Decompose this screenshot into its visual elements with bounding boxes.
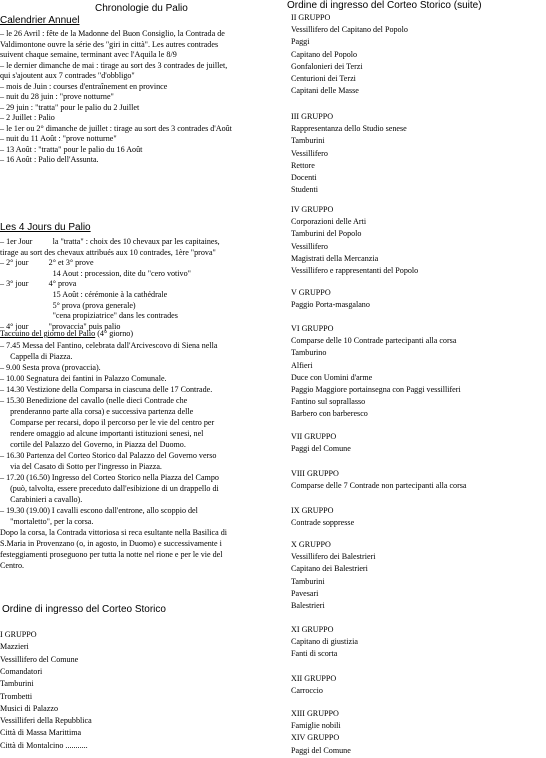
ordine-line: Città di Massa Marittima xyxy=(0,728,82,738)
calendrier-line: – 2 Juillet : Palio xyxy=(0,113,55,122)
taccuino-line: – 19.30 (19.00) I cavalli escono dall'entrone, allo scoppio del xyxy=(0,506,198,515)
gruppo-line: Vessillifero xyxy=(291,148,328,158)
calendrier-line: Valdimontone ouvre la série des "giri in città". Les autres contrades xyxy=(0,39,219,49)
quatre-jours-line: – 2° jour 2° et 3° prove xyxy=(0,258,94,268)
taccuino-line: festeggiamenti proseguono per tutta la notte nel rione e per le vie del xyxy=(0,550,223,559)
taccuino-heading xyxy=(0,329,133,339)
gruppo-title: XII GRUPPO xyxy=(291,674,337,683)
gruppo-line: Tamburini del Popolo xyxy=(291,229,362,239)
calendrier-line: – 29 juin : "tratta" pour le palio du 2 Juillet xyxy=(0,102,140,112)
gruppo-line: Duce con Uomini d'arme xyxy=(291,372,373,382)
gruppo-line: Corporazioni delle Arti xyxy=(291,217,367,227)
taccuino-line: via del Casato di Sotto per l'ingresso in Piazza. xyxy=(0,462,162,471)
gruppo-line: Balestrieri xyxy=(291,601,325,610)
ordine-line: Città di Montalcino ........... xyxy=(0,740,88,750)
ordine-line: Comandatori xyxy=(0,666,43,676)
ordine-line: Trombetti xyxy=(0,691,33,701)
gruppo-line: Famiglie nobili xyxy=(291,721,341,731)
quatre-jours-heading: Les 4 Jours du Palio xyxy=(0,222,91,233)
gruppo-title: XIII GRUPPO xyxy=(291,709,339,718)
gruppo-title: VII GRUPPO xyxy=(291,432,337,441)
ordine-line: Vessillifero del Comune xyxy=(0,654,79,664)
gruppo-line: Rappresentanza dello Studio senese xyxy=(291,124,407,134)
ordine-line: Musici di Palazzo xyxy=(0,703,58,713)
calendrier-line: – nuit du 28 juin : "prove notturne" xyxy=(0,92,114,101)
calendrier-line: – 13 Août : "tratta" pour le palio du 16 Août xyxy=(0,144,143,154)
calendrier-line: – 16 Août : Palio dell'Assunta. xyxy=(0,155,99,164)
gruppo-title: VIII GRUPPO xyxy=(291,469,339,478)
calendrier-line: – le dernier dimanche de mai : tirage au sort des 3 contrades de juillet, xyxy=(0,60,228,70)
gruppo-line: Studenti xyxy=(291,185,318,195)
gruppo-title: VI GRUPPO xyxy=(291,324,334,333)
quatre-jours-line: – 4° jour "provaccia" puis palio xyxy=(0,321,121,331)
gruppo-line: Carroccio xyxy=(291,686,323,696)
calendrier-line: suivent chaque semaine, terminant avec l'Aquila le 8/9 xyxy=(0,50,177,59)
gruppo-line: Tamburino xyxy=(291,348,327,358)
gruppo-line: Paggi del Comune xyxy=(291,745,351,755)
taccuino-line: Centro. xyxy=(0,561,25,570)
ordine-line: Mazzieri xyxy=(0,642,29,652)
taccuino-line: – 16.30 Partenza del Corteo Storico dal Palazzo del Governo verso xyxy=(0,451,217,460)
gruppo-title: IX GRUPPO xyxy=(291,506,334,515)
gruppo-line: Capitano di giustizia xyxy=(291,637,358,647)
ordine-line: I GRUPPO xyxy=(0,630,37,639)
ordine-line: Vessilliferi della Repubblica xyxy=(0,716,92,726)
gruppo-line: Gonfalonieri dei Terzi xyxy=(291,61,363,71)
calendrier-line: – le 1er ou 2° dimanche de juillet : tirage au sort des 3 contrades d'Août xyxy=(0,123,232,133)
gruppo-line: Capitano del Popolo xyxy=(291,49,358,59)
gruppo-title: X GRUPPO xyxy=(291,540,331,549)
suite-heading: Ordine di ingresso del Corteo Storico (suite) xyxy=(287,0,482,11)
calendrier-line: – mois de Juin : courses d'entraînement en province xyxy=(0,81,168,91)
gruppo-line: Capitano dei Balestrieri xyxy=(291,564,368,574)
gruppo-line: Tamburini xyxy=(291,576,325,586)
quatre-jours-line: – 3° jour 4° prova xyxy=(0,279,77,289)
quatre-jours-line: "cena propiziatrice" dans les contrades xyxy=(0,311,178,321)
gruppo-line: Paggio Porta-masgalano xyxy=(291,300,370,310)
gruppo-line: Alfieri xyxy=(291,360,313,370)
taccuino-line: S.Maria in Provenzano (o, in agosto, in Duomo) e successivamente i xyxy=(0,539,222,548)
gruppo-line: Contrade soppresse xyxy=(291,518,355,528)
calendrier-line: qui s'ajoutent aux 7 contrades "d'obbligo" xyxy=(0,71,135,80)
taccuino-line: Dopo la corsa, la Contrada vittoriosa si reca esultante nella Basilica di xyxy=(0,528,228,537)
gruppo-line: Magistrati della Mercanzia xyxy=(291,253,379,263)
page-title: Chronologie du Palio xyxy=(95,3,188,14)
taccuino-line: Carabinieri a cavallo). xyxy=(0,495,83,504)
taccuino-line: "mortaletto", per la corsa. xyxy=(0,517,94,526)
gruppo-line: Pavesari xyxy=(291,588,319,598)
taccuino-line: – 15.30 Benedizione del cavallo (nelle dieci Contrade che xyxy=(0,396,188,405)
calendrier-line: – le 26 Avril : fête de la Madonne del Buon Consiglio, la Contrada de xyxy=(0,29,225,38)
taccuino-line: – 7.45 Messa del Fantino, celebrata dall'Arcivescovo di Siena nella xyxy=(0,341,218,350)
gruppo-line: Paggio Maggiore portainsegna con Paggi vessilliferi xyxy=(291,385,461,394)
gruppo-title: XI GRUPPO xyxy=(291,625,334,634)
gruppo-line: Docenti xyxy=(291,173,317,182)
quatre-jours-line: 15 Août : cérémonie à la cathédrale xyxy=(0,290,168,299)
ordine-line: Tamburini xyxy=(0,679,34,689)
gruppo-line: Vessillifero del Capitano del Popolo xyxy=(291,25,408,35)
taccuino-line: Comparse per recarsi, dopo il percorso per le vie del centro per xyxy=(0,418,215,427)
taccuino-line: prenderanno parte alla corsa) e successiva partenza delle xyxy=(0,407,194,416)
taccuino-heading-title: Taccuino del giorno del Palio xyxy=(0,329,96,338)
gruppo-line: Fantino sul soprallasso xyxy=(291,397,366,407)
gruppo-line: Tamburini xyxy=(291,136,325,146)
calendrier-heading: Calendrier Annuel xyxy=(0,15,80,26)
gruppo-line: Paggi xyxy=(291,37,310,47)
quatre-jours-line: 14 Aout : procession, dite du "cero votivo" xyxy=(0,268,191,278)
taccuino-line: (può, talvolta, essere preceduto dall'esibizione di un drappello di xyxy=(0,484,219,493)
gruppo-title: II GRUPPO xyxy=(291,13,331,22)
gruppo-line: Centurioni dei Terzi xyxy=(291,74,356,83)
quatre-jours-line: tirage au sort des chevaux attribués aux 10 contrades, 1ère "prova" xyxy=(0,247,216,257)
gruppo-line: Rettore xyxy=(291,160,315,170)
taccuino-line: cortile del Palazzo del Governo, in Piazza del Duomo. xyxy=(0,440,186,449)
gruppo-line: Vessillifero dei Balestrieri xyxy=(291,552,376,562)
gruppo-line: Capitani delle Masse xyxy=(291,86,359,96)
quatre-jours-line: – 1er Jour la "tratta" : choix des 10 chevaux par les capitaines, xyxy=(0,237,220,246)
calendrier-line: – nuit du 11 Août : "prove notturne" xyxy=(0,134,117,143)
gruppo-line: Barbero con barberesco xyxy=(291,409,368,419)
gruppo-title: IV GRUPPO xyxy=(291,205,334,214)
gruppo-line: Paggi del Comune xyxy=(291,444,351,454)
taccuino-line: – 17.20 (16.50) Ingresso del Corteo Storico nella Piazza del Campo xyxy=(0,473,219,482)
gruppo-title: III GRUPPO xyxy=(291,112,334,121)
taccuino-line: – 9.00 Sesta prova (provaccia). xyxy=(0,363,101,372)
gruppo-line: Fanti di scorta xyxy=(291,649,338,659)
gruppo-line: Comparse delle 10 Contrade partecipanti alla corsa xyxy=(291,336,457,346)
taccuino-line: – 14.30 Vestizione della Comparsa in ciascuna delle 17 Contrade. xyxy=(0,385,213,394)
gruppo-line: Comparse delle 7 Contrade non partecipanti alla corsa xyxy=(291,481,467,491)
gruppo-line: Vessillifero xyxy=(291,241,328,251)
ordine-heading: Ordine di ingresso del Corteo Storico xyxy=(2,604,166,615)
gruppo-title: V GRUPPO xyxy=(291,288,331,297)
taccuino-line: Cappella di Piazza. xyxy=(0,352,73,361)
taccuino-line: – 10.00 Segnatura dei fantini in Palazzo Comunale. xyxy=(0,374,167,383)
quatre-jours-line: 5° prova (prova generale) xyxy=(0,300,136,310)
taccuino-heading-suffix: (4° giorno) xyxy=(95,329,134,338)
gruppo-line: Vessillifero e rappresentanti del Popolo xyxy=(291,266,419,275)
gruppo-line: XIV GRUPPO xyxy=(291,733,340,743)
taccuino-line: rendere omaggio ad alcune importanti istituzioni senesi, nel xyxy=(0,429,204,438)
